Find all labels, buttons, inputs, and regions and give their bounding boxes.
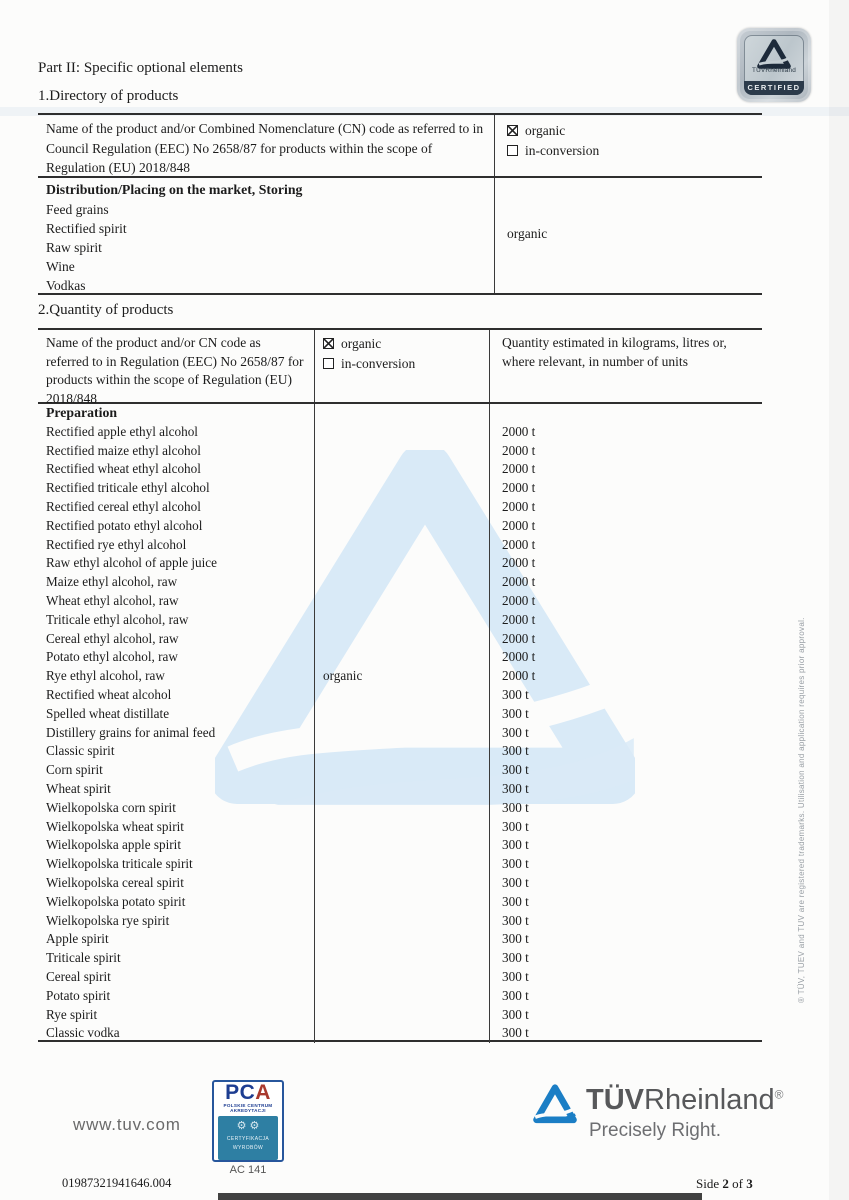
stamp-brand-text: TÜVRheinland — [752, 67, 796, 74]
quantity-cell: 300 t — [502, 686, 529, 702]
quantity-cell: 300 t — [502, 1006, 529, 1022]
quantity-cell: 2000 t — [502, 461, 536, 477]
product-name: Wheat spirit — [38, 780, 315, 799]
quantity-cell: 300 t — [502, 987, 529, 1003]
status-cell — [315, 423, 490, 442]
checkbox-unchecked-icon[interactable] — [507, 145, 518, 156]
table-row — [38, 761, 762, 780]
table-row — [38, 874, 762, 893]
status-cell — [315, 1006, 490, 1025]
product-name: Potato ethyl alcohol, raw — [38, 648, 315, 667]
section2-title: 2.Quantity of products — [38, 302, 174, 318]
product-name: Wielkopolska rye spirit — [38, 912, 315, 931]
product-name: Rectified maize ethyl alcohol — [38, 442, 315, 461]
quantity-cell: 2000 t — [502, 574, 536, 590]
status-cell — [315, 949, 490, 968]
product-name: Rectified wheat alcohol — [38, 686, 315, 705]
document-number: 01987321941646.004 — [62, 1176, 172, 1190]
table-row — [38, 987, 762, 1006]
quantity-cell: 300 t — [502, 724, 529, 740]
scan-artifact-bar — [218, 1193, 702, 1200]
section1-title: 1.Directory of products — [38, 88, 179, 104]
product-name: Apple spirit — [38, 930, 315, 949]
distribution-status-cell: organic — [507, 226, 548, 241]
status-cell — [315, 442, 490, 461]
product-name: Triticale spirit — [38, 949, 315, 968]
status-cell — [315, 592, 490, 611]
status-cell — [315, 705, 490, 724]
quantity-cell: 300 t — [502, 762, 529, 778]
quantity-cell: 300 t — [502, 818, 529, 834]
status-cell — [315, 573, 490, 592]
product-name: Wheat ethyl alcohol, raw — [38, 592, 315, 611]
quantity-cell: 300 t — [502, 912, 529, 928]
in-conversion-option — [323, 354, 489, 374]
status-cell — [315, 874, 490, 893]
product-name: Rectified potato ethyl alcohol — [38, 517, 315, 536]
quantity-cell: 2000 t — [502, 498, 536, 514]
certified-hologram-stamp — [737, 28, 811, 102]
status-cell — [315, 1024, 490, 1043]
in-conversion-option — [507, 141, 754, 161]
pca-logo-text: PCA — [225, 1081, 271, 1104]
status-cell: organic — [315, 667, 490, 686]
quantity-cell: 300 t — [502, 931, 529, 947]
quantity-table-header — [38, 330, 762, 404]
table-row — [38, 949, 762, 968]
table-row — [38, 536, 762, 555]
pca-subtitle-line2: AKREDYTACJI — [230, 1108, 266, 1114]
product-name: Classic vodka — [38, 1024, 315, 1043]
tuv-website-link[interactable]: www.tuv.com — [73, 1115, 181, 1134]
part-title: Part II: Specific optional elements — [38, 60, 243, 76]
product-name: Distillery grains for animal feed — [38, 724, 315, 743]
quantity-cell: 300 t — [502, 856, 529, 872]
distribution-cell — [38, 178, 495, 293]
status-cell — [315, 460, 490, 479]
quantity-of-products-table — [38, 328, 762, 1042]
table-row — [38, 724, 762, 743]
distribution-item: Vodkas — [46, 278, 86, 294]
product-name: Rectified wheat ethyl alcohol — [38, 460, 315, 479]
product-name: Cereal ethyl alcohol, raw — [38, 630, 315, 649]
quantity-cell: 2000 t — [502, 555, 536, 571]
trademark-note: ® TÜV, TUEV and TUV are registered trademarks. Utilisation and application requires prior approval. — [797, 617, 806, 1003]
in-conversion-label: in-conversion — [525, 142, 600, 158]
status-cell — [315, 630, 490, 649]
status-cell — [315, 893, 490, 912]
quantity-header-quantity-cell: Quantity estimated in kilograms, litres or, where relevant, in number of units — [502, 335, 727, 369]
table-row — [38, 930, 762, 949]
status-cell — [315, 479, 490, 498]
quantity-cell: 2000 t — [502, 649, 536, 665]
product-name: Rectified rye ethyl alcohol — [38, 536, 315, 555]
quantity-cell: 2000 t — [502, 423, 536, 439]
distribution-title: Distribution/Placing on the market, Storing — [46, 182, 303, 197]
table-row — [38, 667, 762, 686]
checkbox-checked-icon[interactable] — [323, 338, 334, 349]
status-cell — [315, 404, 490, 423]
product-name: Wielkopolska cereal spirit — [38, 874, 315, 893]
pca-box-line1: CERTYFIKACJA — [226, 1135, 270, 1142]
table-row — [38, 1006, 762, 1025]
table-row — [38, 423, 762, 442]
product-group-title: Preparation — [38, 404, 315, 423]
status-cell — [315, 930, 490, 949]
product-name: Triticale ethyl alcohol, raw — [38, 611, 315, 630]
table-row — [38, 479, 762, 498]
stamp-certified-label: CERTIFIED — [744, 81, 804, 95]
table-row — [38, 912, 762, 931]
status-cell — [315, 611, 490, 630]
pca-accreditation-logo — [212, 1080, 284, 1162]
quantity-cell: 2000 t — [502, 480, 536, 496]
status-cell — [315, 799, 490, 818]
table-row — [38, 855, 762, 874]
status-cell — [315, 761, 490, 780]
table-row — [38, 780, 762, 799]
table-row — [38, 968, 762, 987]
quantity-cell: 300 t — [502, 893, 529, 909]
product-name: Rye ethyl alcohol, raw — [38, 667, 315, 686]
table-row — [38, 893, 762, 912]
quantity-cell: 300 t — [502, 1025, 529, 1041]
status-cell — [315, 780, 490, 799]
organic-option — [507, 121, 754, 141]
directory-header-name-cell: Name of the product and/or Combined Nomenclature (CN) code as referred to in Council Regulation (EEC) No 2658/87 for products within the scope of Regulation (EU) 2018/848 — [38, 115, 495, 176]
table-row — [38, 686, 762, 705]
table-row — [38, 611, 762, 630]
product-name: Corn spirit — [38, 761, 315, 780]
table-row — [38, 498, 762, 517]
distribution-item: Rectified spirit — [46, 220, 127, 236]
table-row — [38, 648, 762, 667]
quantity-cell: 300 t — [502, 950, 529, 966]
table-row — [38, 630, 762, 649]
status-cell — [315, 987, 490, 1006]
distribution-item: Feed grains — [46, 201, 109, 217]
table-row — [38, 592, 762, 611]
distribution-item: Raw spirit — [46, 239, 102, 255]
status-cell — [315, 818, 490, 837]
product-name: Rectified cereal ethyl alcohol — [38, 498, 315, 517]
scan-artifact-edge — [829, 0, 849, 1200]
status-cell — [315, 724, 490, 743]
product-name: Rectified apple ethyl alcohol — [38, 423, 315, 442]
table-row — [38, 442, 762, 461]
status-cell — [315, 836, 490, 855]
product-name: Spelled wheat distillate — [38, 705, 315, 724]
distribution-items — [46, 200, 484, 296]
quantity-cell: 300 t — [502, 799, 529, 815]
tuv-triangle-icon — [757, 39, 791, 69]
status-cell — [315, 554, 490, 573]
quantity-cell: 300 t — [502, 743, 529, 759]
checkbox-unchecked-icon[interactable] — [323, 358, 334, 369]
directory-of-products-table — [38, 113, 762, 295]
status-cell — [315, 686, 490, 705]
table-row — [38, 573, 762, 592]
status-cell — [315, 517, 490, 536]
product-name: Classic spirit — [38, 742, 315, 761]
pca-accreditation-code: AC 141 — [229, 1164, 267, 1176]
table-row — [38, 836, 762, 855]
status-cell — [315, 498, 490, 517]
directory-table-header — [38, 115, 762, 178]
registered-trademark-icon: ® — [774, 1087, 784, 1102]
product-name: Potato spirit — [38, 987, 315, 1006]
checkbox-checked-icon[interactable] — [507, 125, 518, 136]
table-row — [38, 705, 762, 724]
quantity-cell: 2000 t — [502, 592, 536, 608]
product-name: Wielkopolska corn spirit — [38, 799, 315, 818]
product-name: Maize ethyl alcohol, raw — [38, 573, 315, 592]
quantity-cell: 300 t — [502, 705, 529, 721]
quantity-cell: 2000 t — [502, 611, 536, 627]
quantity-cell: 2000 t — [502, 517, 536, 533]
table-row — [38, 799, 762, 818]
status-cell — [315, 912, 490, 931]
quantity-cell: 2000 t — [502, 536, 536, 552]
product-name: Wielkopolska wheat spirit — [38, 818, 315, 837]
quantity-header-name-cell: Name of the product and/or CN code as referred to in Regulation (EEC) No 2658/87 for products within the scope of Regulation (EU) 2018/848 — [38, 330, 315, 402]
product-name: Rye spirit — [38, 1006, 315, 1025]
status-cell — [315, 742, 490, 761]
pca-box-line2: WYROBÓW — [232, 1144, 264, 1151]
product-name: Wielkopolska apple spirit — [38, 836, 315, 855]
product-name: Wielkopolska triticale spirit — [38, 855, 315, 874]
quantity-cell — [490, 404, 762, 423]
distribution-item: Wine — [46, 259, 75, 275]
in-conversion-label: in-conversion — [341, 355, 416, 371]
status-cell — [315, 536, 490, 555]
directory-header-status-cell — [495, 115, 762, 176]
pca-subtitle-line1: POLSKIE CENTRUM — [223, 1103, 273, 1108]
status-cell — [315, 648, 490, 667]
quantity-cell: 2000 t — [502, 630, 536, 646]
table-row — [38, 554, 762, 573]
quantity-cell: 2000 t — [502, 442, 536, 458]
quantity-cell: 2000 t — [502, 668, 536, 684]
table-row — [38, 742, 762, 761]
pca-certification-box — [218, 1116, 278, 1160]
stamp-inner-panel — [744, 35, 804, 95]
product-name: Raw ethyl alcohol of apple juice — [38, 554, 315, 573]
table-row — [38, 517, 762, 536]
product-name: Wielkopolska potato spirit — [38, 893, 315, 912]
tuv-tagline: Precisely Right. — [589, 1120, 721, 1141]
table-row — [38, 404, 762, 423]
directory-table-row — [38, 178, 762, 293]
tuv-rheinland-triangle-icon — [533, 1082, 577, 1126]
quantity-cell: 300 t — [502, 780, 529, 796]
status-cell — [315, 855, 490, 874]
tuv-rheinland-wordmark: TÜVRheinland® — [586, 1084, 784, 1116]
organic-label: organic — [525, 123, 566, 138]
product-name: Rectified triticale ethyl alcohol — [38, 479, 315, 498]
status-cell — [315, 968, 490, 987]
organic-option — [323, 334, 489, 354]
table-row — [38, 1024, 762, 1043]
quantity-cell: 300 t — [502, 968, 529, 984]
quantity-cell: 300 t — [502, 874, 529, 890]
table-row — [38, 818, 762, 837]
table-row — [38, 460, 762, 479]
product-rows — [38, 404, 762, 1043]
page-indicator: Side 2 of 3 — [696, 1176, 753, 1191]
quantity-cell: 300 t — [502, 837, 529, 853]
gears-icon: ⚙ ⚙ — [236, 1119, 260, 1132]
quantity-header-status-cell — [315, 330, 490, 402]
organic-label: organic — [341, 336, 382, 351]
product-name: Cereal spirit — [38, 968, 315, 987]
